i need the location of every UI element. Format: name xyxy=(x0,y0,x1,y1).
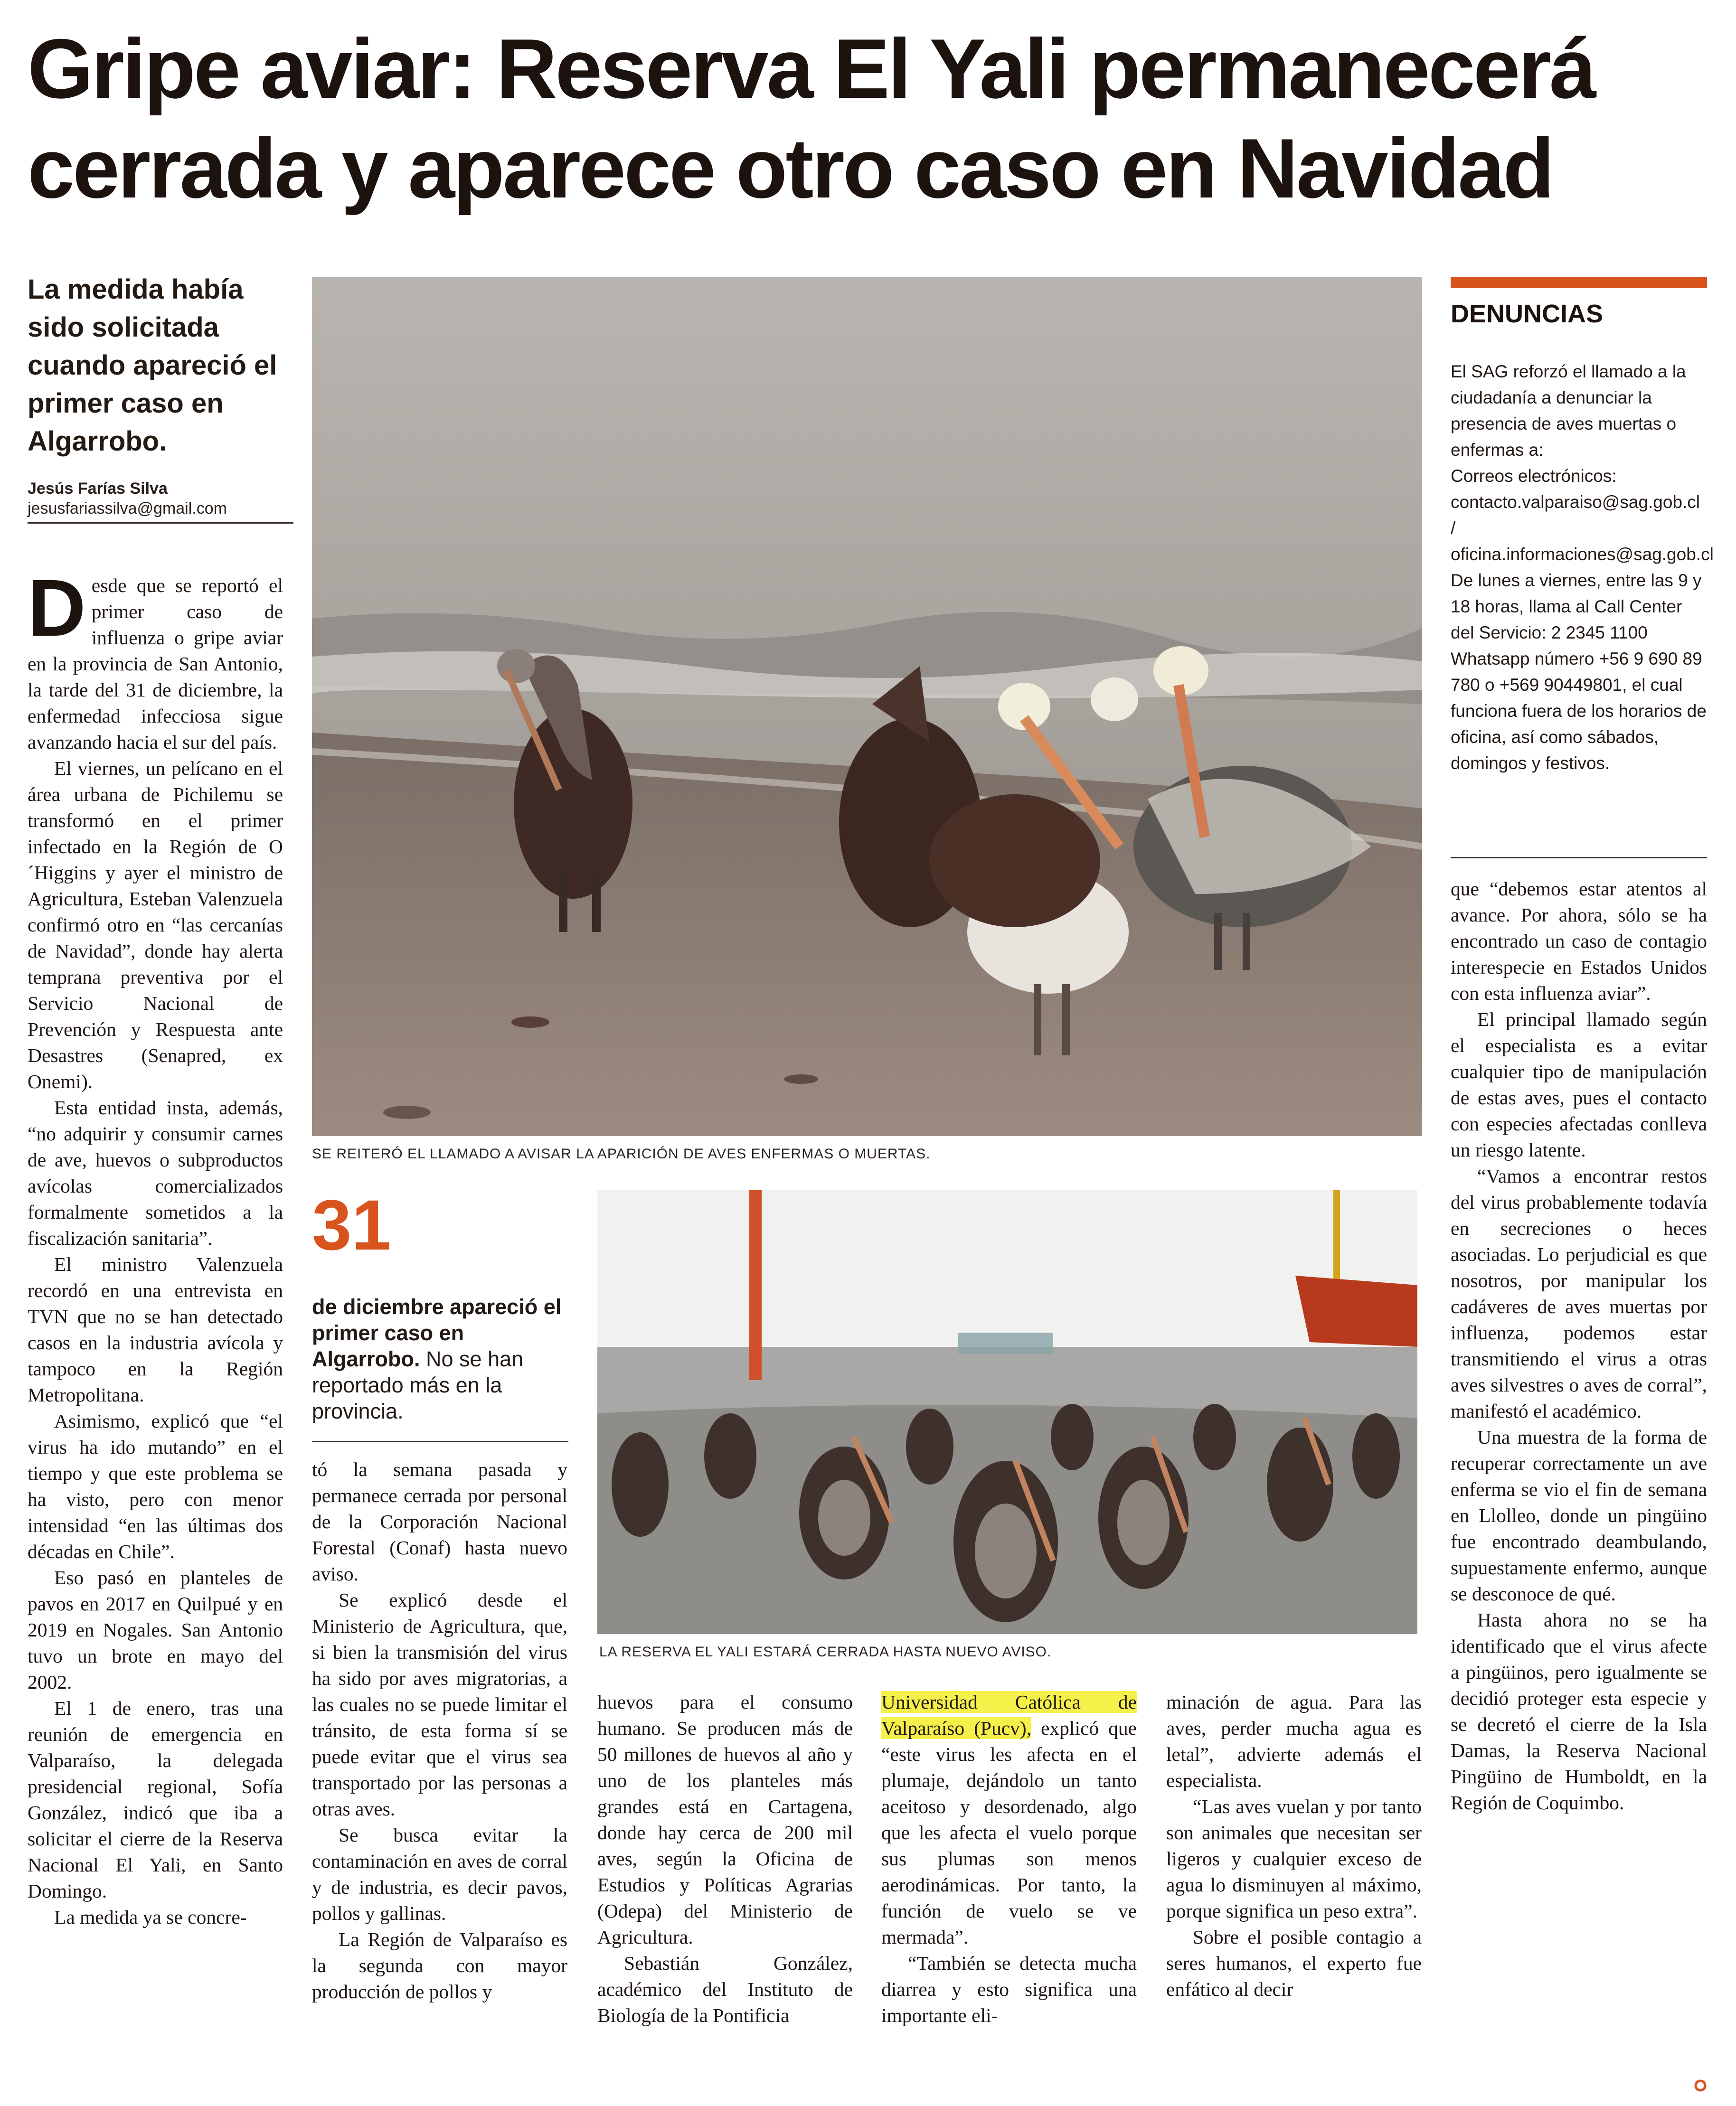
photo-caption-1: SE REITERÓ EL LLAMADO A AVISAR LA APARICIÓN DE AVES ENFERMAS O MUERTAS. xyxy=(312,1146,931,1162)
factoid-text xyxy=(312,1294,568,1424)
paragraph: huevos para el consumo humano. Se producen más de 50 millones de huevos al año y uno de los planteles más grandes está en Cartagena, donde hay cerca de 200 mil aves, según la Oficina de Estudios y Políticas Agrarias (Odepa) del Ministerio de Agricultura. xyxy=(597,1691,853,1948)
paragraph: Hasta ahora no se ha identificado que el virus afecte a pingüinos, pero igualmente se decidió proteger esta especie y se decretó el cierre de la Isla Damas, la Reserva Nacional Pingüino de Humboldt, en la Región de Coquimbo. xyxy=(1451,1609,1707,1814)
author-name: Jesús Farías Silva xyxy=(28,479,168,498)
photo-caption-2: LA RESERVA EL YALI ESTARÁ CERRADA HASTA NUEVO AVISO. xyxy=(599,1644,1052,1660)
factoid-rest: No se han reportado más en la provincia. xyxy=(312,1347,524,1423)
paragraph: La Región de Valparaíso es la segunda con mayor producción de pollos y xyxy=(312,1928,567,2003)
sidebar-divider xyxy=(1451,857,1707,858)
paragraph: Una muestra de la forma de recuperar correctamente un ave enferma se vio el fin de semana en Llolleo, donde un pingüino fue encontrado deambulando, supuestamente enfermo, aunque se desconoce de qué. xyxy=(1451,1426,1707,1605)
byline-divider xyxy=(28,522,293,524)
paragraph: “Vamos a encontrar restos del virus probablemente todavía en secreciones o heces asociadas. Lo perjudicial es que nosotros, por manipular los cadáveres de aves muertas por influenza, podemos estar transmitiendo el virus a otras aves silvestres o aves de corral”, manifestó el académico. xyxy=(1451,1165,1707,1422)
byline xyxy=(28,479,293,518)
paragraph-rest: explicó que “este virus les afecta en el plumaje, dejándolo un tanto aceitoso y desordenado, algo que les afecta el vuelo porque sus plumas son menos aerodinámicas. Por tanto, la función de vuelo se ve mermada”. xyxy=(881,1717,1137,1948)
sidebar-emails[interactable]: Correos electrónicos: contacto.valparaiso@sag.gob.cl / oficina.informaciones@sag.gob.cl xyxy=(1451,466,1714,564)
factoid-divider xyxy=(312,1441,568,1442)
paragraph: Eso pasó en planteles de pavos en 2017 en Quilpué y en 2019 en Nogales. San Antonio tuvo un brote en mayo del 2002. xyxy=(28,1567,283,1693)
paragraph: “También se detecta mucha diarrea y esto significa una importante eli- xyxy=(881,1952,1137,2026)
paragraph: El principal llamado según el especialista es a evitar cualquier tipo de manipulación de estas aves, pues el contacto con especies afectadas conlleva un riesgo latente. xyxy=(1451,1008,1707,1161)
photo-pelicans-beach xyxy=(312,277,1422,1136)
paragraph: “Las aves vuelan y por tanto son animales que necesitan ser ligeros y cualquier exceso de agua lo disminuyen al máximo, porque significa un peso extra”. xyxy=(1166,1796,1422,1922)
paragraph: Se explicó desde el Ministerio de Agricultura, que, si bien la transmisión del virus ha sido por aves migratorias, a las cuales no se puede limitar el tránsito, de esta forma sí se puede evitar que el virus sea transportado por las personas a otras aves. xyxy=(312,1589,567,1820)
article-column-6 xyxy=(1451,876,1707,1816)
photo-reserve-colony xyxy=(597,1190,1417,1634)
paragraph: El 1 de enero, tras una reunión de emergencia en Valparaíso, la delegada presidencial regional, Sofía González, indicó que iba a solicitar el cierre de la Reserva Nacional El Yali, en Santo Domingo. xyxy=(28,1697,283,1902)
drop-cap: D xyxy=(28,563,86,653)
article-column-4 xyxy=(881,1689,1137,2029)
paragraph: Asimismo, explicó que “el virus ha ido mutando” en el tiempo y que este problema se ha visto, pero con menor intensidad “en las últimas dos décadas en Chile”. xyxy=(28,1410,283,1562)
highlighted-text: Universidad Católica de Valparaíso (Pucv), xyxy=(881,1691,1137,1739)
sidebar-intro: El SAG reforzó el llamado a la ciudadanía a denunciar la presencia de aves muertas o enfermas a: xyxy=(1451,362,1686,460)
factoid-bold: de diciembre apareció el primer caso en Algarrobo. xyxy=(312,1295,562,1371)
article-column-3 xyxy=(597,1689,853,2029)
article-column-5 xyxy=(1166,1689,1422,2003)
paragraph: que “debemos estar atentos al avance. Por ahora, sólo se ha encontrado un caso de contagio interespecie en Estados Unidos con esta influenza aviar”. xyxy=(1451,878,1707,1004)
paragraph xyxy=(881,1689,1137,1950)
sidebar-whatsapp: Whatsapp número +56 9 690 89 780 o +569 90449801, el cual funciona fuera de los horarios de oficina, así como sábados, domingos y festivos. xyxy=(1451,649,1707,773)
paragraph: tó la semana pasada y permanece cerrada por personal de la Corporación Nacional Forestal (Conaf) hasta nuevo aviso. xyxy=(312,1458,567,1585)
reserve-colony-image xyxy=(597,1190,1417,1634)
deck: La medida había sido solicitada cuando apareció el primer caso en Algarrobo. xyxy=(28,274,277,457)
paragraph: Esta entidad insta, además, “no adquirir y consumir carnes de ave, huevos o subproductos avícolas comercializados formalmente sometidos a la fiscalización sanitaria”. xyxy=(28,1097,283,1249)
paragraph: El viernes, un pelícano en el área urbana de Pichilemu se transformó en el primer infectado en la Región de O´Higgins y ayer el ministro de Agricultura, Esteban Valenzuela confirmó otro en “las cercanías de Navidad”, donde hay alerta temprana preventiva por el Servicio Nacional de Prevención y Respuesta ante Desastres (Senapred, ex Onemi). xyxy=(28,757,283,1092)
factoid-number: 31 xyxy=(312,1185,391,1265)
pelicans-beach-image xyxy=(312,277,1422,1136)
paragraph: Sobre el posible contagio a seres humanos, el experto fue enfático al decir xyxy=(1166,1926,1422,2000)
paragraph: esde que se reportó el primer caso de influenza o gripe aviar en la provincia de San Antonio, la tarde del 31 de diciembre, la enfermedad infecciosa sigue avanzando hacia el sur del país. xyxy=(28,574,283,753)
sidebar-hours: De lunes a viernes, entre las 9 y 18 horas, llama al Call Center del Servicio: 2 2345 1100 xyxy=(1451,571,1702,642)
article-column-2 xyxy=(312,1457,567,2005)
sidebar-denuncias xyxy=(1451,358,1714,776)
article-column-1 xyxy=(28,563,283,1930)
sidebar-title: DENUNCIAS xyxy=(1451,300,1604,328)
paragraph: La medida ya se concre- xyxy=(54,1906,247,1928)
paragraph: Se busca evitar la contaminación en aves de corral y de industria, es decir pavos, pollos y gallinas. xyxy=(312,1824,567,1924)
author-email[interactable]: jesusfariassilva@gmail.com xyxy=(28,499,227,517)
paragraph: Sebastián González, académico del Instituto de Biología de la Pontificia xyxy=(597,1952,853,2026)
sidebar-accent-bar xyxy=(1451,277,1707,288)
headline: Gripe aviar: Reserva El Yali permanecerá cerrada y aparece otro caso en Navidad xyxy=(28,21,1594,216)
end-mark-icon xyxy=(1694,2079,1707,2092)
paragraph: minación de agua. Para las aves, perder mucha agua es letal”, advierte además el especialista. xyxy=(1166,1691,1422,1791)
paragraph: El ministro Valenzuela recordó en una entrevista en TVN que no se han detectado casos en la industria avícola y tampoco en la Región Metropolitana. xyxy=(28,1253,283,1406)
